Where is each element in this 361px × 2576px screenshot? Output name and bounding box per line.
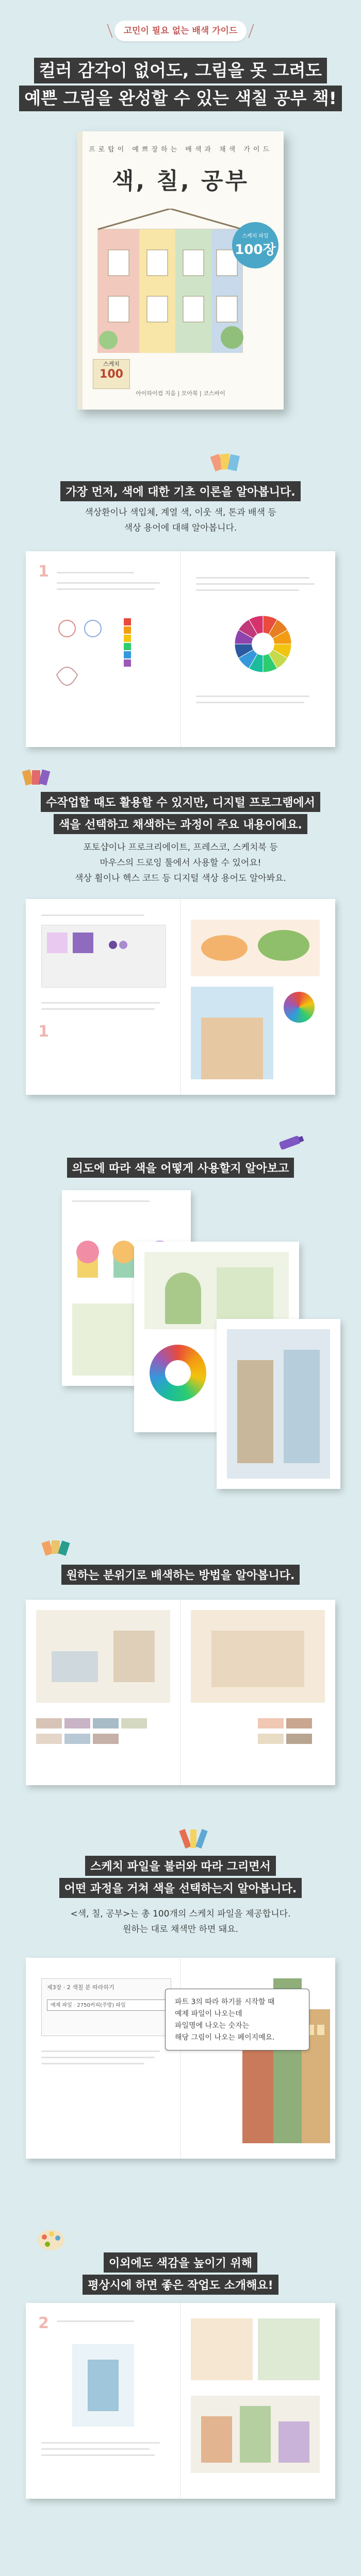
callout-line-1: 파트 3의 따라 하기를 시작할 때 bbox=[175, 1998, 275, 2006]
section-1-title-text: 가장 먼저, 색에 대한 기초 이론을 알아봅니다. bbox=[60, 481, 300, 501]
activity-illustration bbox=[72, 2344, 134, 2427]
section-1-body bbox=[0, 505, 361, 536]
section-5-title-line-1: 스케치 파일을 불러와 따라 그리면서 bbox=[85, 1856, 275, 1876]
cover-house-illustration bbox=[93, 209, 248, 353]
spread-sketch-practice bbox=[26, 1958, 335, 2159]
section-4-title bbox=[0, 1564, 361, 1586]
color-wheel-icon bbox=[232, 613, 294, 675]
book-title: 색, 칠, 공부 bbox=[111, 168, 250, 194]
spread-right-page bbox=[180, 899, 335, 1095]
book-subtitle: 프로탑이 예쁘장하는 배색과 채색 가이드 bbox=[88, 146, 272, 154]
mock-dialog-row: 예제 파일 · 2750커피(주방) 파일 bbox=[47, 1999, 166, 2011]
spread-right-page bbox=[180, 2303, 335, 2499]
hero-headline-line-2: 예쁜 그림을 완성할 수 있는 색칠 공부 책! bbox=[19, 86, 342, 111]
ui-screenshot bbox=[41, 925, 166, 988]
paint-palette-icon bbox=[36, 2226, 66, 2252]
section-5-body-line-2: 원하는 대로 채색만 하면 돼요. bbox=[122, 1924, 239, 1935]
callout-line-3: 파일명에 나오는 숫자는 bbox=[175, 2022, 250, 2030]
color-wheel-icon bbox=[284, 992, 315, 1023]
sketch-tag bbox=[93, 359, 130, 389]
food-illustration bbox=[191, 920, 320, 976]
spread-color-theory bbox=[26, 551, 335, 747]
section-6-title-line-1: 이외에도 색감을 높이기 위해 bbox=[104, 2252, 257, 2273]
page-number: 1 bbox=[38, 563, 49, 581]
section-2-body-line-2: 마우스의 드로잉 툴에서 사용할 수 있어요! bbox=[100, 858, 261, 868]
scene-illustration bbox=[227, 1329, 330, 1479]
section-2-title-line-2: 색을 선택하고 채색하는 과정이 주요 내용이에요. bbox=[54, 814, 307, 834]
section-5-body-line-1: <색, 칠, 공부>는 총 100개의 스케치 파일을 제공합니다. bbox=[70, 1909, 291, 1919]
sketch-tag-number: 100 bbox=[100, 368, 123, 381]
section-1-body-line-2: 색상 용어에 대해 알아봅니다. bbox=[124, 523, 237, 533]
town-illustration bbox=[191, 2396, 320, 2473]
hero-headline-line-1: 컬러 감각이 없어도, 그림을 못 그려도 bbox=[34, 58, 327, 83]
plant-illustration bbox=[144, 1252, 289, 1329]
colored-pencil-icon bbox=[178, 1826, 208, 1853]
color-wheel-icon bbox=[150, 1345, 206, 1401]
spread-right-page bbox=[180, 1600, 335, 1785]
sketch-file-badge bbox=[232, 222, 278, 268]
spread-left-page bbox=[26, 1958, 180, 2159]
street-illustration bbox=[191, 987, 273, 1079]
page-number: 2 bbox=[38, 2314, 49, 2332]
spread-digital-tools bbox=[26, 899, 335, 1095]
book-authors: 아이하이컴 지음 | 모아북 | 코스바이 bbox=[136, 390, 225, 397]
palette-swatch-icon bbox=[21, 765, 51, 792]
page-number: 1 bbox=[38, 1023, 49, 1041]
spread-extra-tips bbox=[26, 2303, 335, 2499]
section-3-title bbox=[0, 1157, 361, 1179]
section-2-title-line-1: 수작업할 때도 활용할 수 있지만, 디지털 프로그램에서 bbox=[41, 792, 320, 812]
spread-right-page bbox=[180, 1958, 335, 2159]
section-5-title bbox=[0, 1855, 361, 1899]
book-cover bbox=[77, 131, 284, 410]
spread-left-page bbox=[26, 551, 180, 747]
callout-line-2: 예제 파일이 나오는데 bbox=[175, 2010, 242, 2018]
color-chips-icon bbox=[41, 1535, 71, 1562]
section-6-title-line-2: 평상시에 하면 좋은 작업도 소개해요! bbox=[83, 2275, 278, 2295]
page-card-3 bbox=[217, 1319, 340, 1489]
mock-dialog-title: 제3장 · 2 색칠 분 따라하기 bbox=[47, 1984, 114, 1991]
section-2-body bbox=[0, 840, 361, 886]
section-2-body-line-3: 색상 휠이나 헥스 코드 등 디지털 색상 용어도 알아봐요. bbox=[75, 873, 286, 884]
spread-right-page bbox=[180, 551, 335, 747]
example-file-callout bbox=[165, 1989, 309, 2050]
mock-dialog bbox=[41, 1978, 171, 2036]
section-2-title bbox=[0, 791, 361, 835]
badge-big-text: 100장 bbox=[235, 242, 276, 258]
spread-mood-palettes bbox=[26, 1600, 335, 1785]
hero-headline bbox=[15, 57, 346, 112]
section-6-title bbox=[0, 2251, 361, 2296]
paint-tube-icon bbox=[276, 1128, 306, 1155]
section-1-body-line-1: 색상환이나 색입체, 계열 색, 이웃 색, 톤과 배색 등 bbox=[85, 507, 276, 518]
section-5-body bbox=[0, 1906, 361, 1937]
spread-left-page bbox=[26, 899, 180, 1095]
section-4-title-text: 원하는 분위기로 배색하는 방법을 알아봅니다. bbox=[61, 1565, 300, 1585]
section-2-body-line-1: 포토샵이나 프로크리에이트, 프레스코, 스케치북 등 bbox=[83, 842, 278, 853]
interior-illustration bbox=[36, 1610, 170, 1703]
section-1-title bbox=[0, 480, 361, 502]
theory-illustration bbox=[46, 608, 160, 711]
color-swatch-icon bbox=[210, 451, 240, 478]
header-pill: 고민이 필요 없는 배색 가이드 bbox=[114, 21, 247, 41]
spread-left-page bbox=[26, 2303, 180, 2499]
callout-line-4: 해당 그림이 나오는 페이지예요. bbox=[175, 2033, 275, 2042]
badge-small-text: 스케치 파일 bbox=[242, 233, 269, 239]
room-illustration bbox=[191, 1610, 325, 1703]
section-5-title-line-2: 어떤 과정을 거쳐 색을 선택하는지 알아봅니다. bbox=[59, 1878, 302, 1898]
sketch-tag-label: 스케치 bbox=[103, 361, 120, 367]
spread-left-page bbox=[26, 1600, 180, 1785]
section-3-title-text: 의도에 따라 색을 어떻게 사용할지 알아보고 bbox=[67, 1158, 294, 1178]
